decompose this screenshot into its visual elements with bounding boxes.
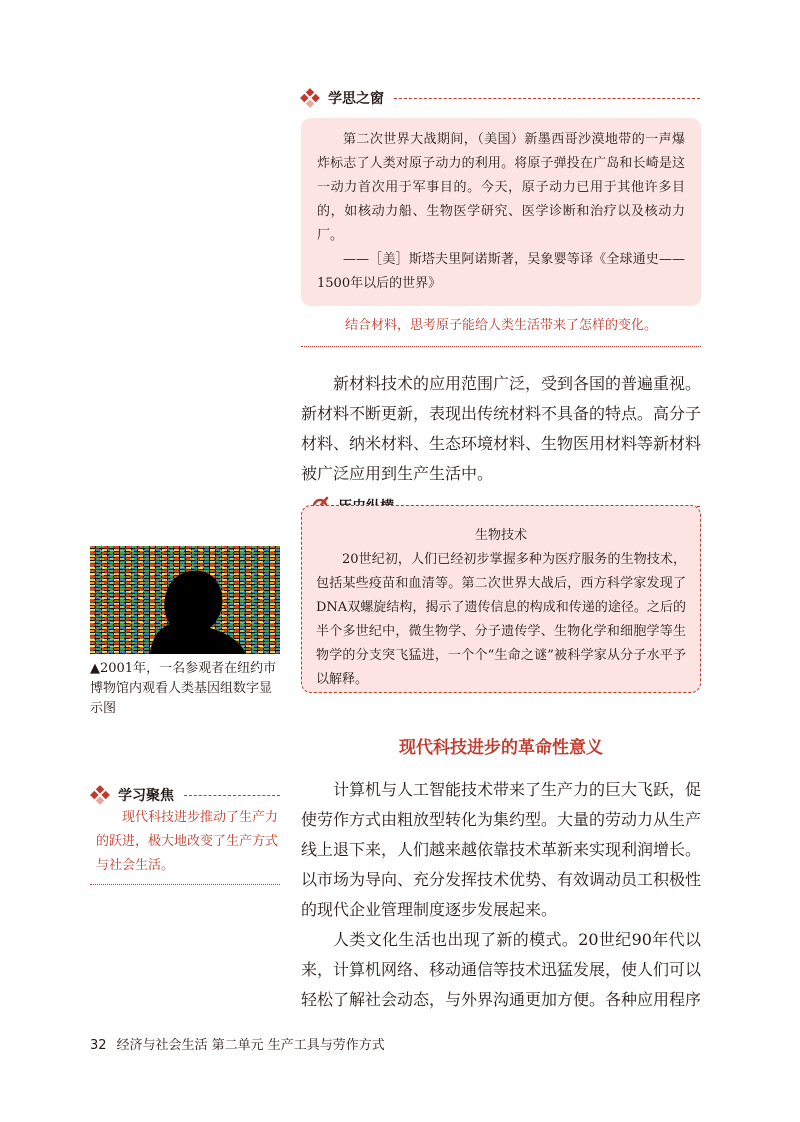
focus-box-bottom-rule [90,884,280,885]
book-info: 经济与社会生活 第二单元 生产工具与劳作方式 [116,1038,385,1053]
window-box-bottom-rule [301,346,701,347]
page-number: 32 [90,1038,107,1053]
genome-display-image [90,546,280,654]
focus-box-text: 现代科技进步推动了生产力的跃进，极大地改变了生产方式与社会生活。 [96,810,279,873]
focus-box-title: 学习聚焦 [118,788,174,804]
focus-box-text-wrap [96,806,278,878]
materials-paragraph-text: 新材料技术的应用范围广泛，受到各国的普遍重视。新材料不断更新，表现出传统材料不具备的特点。高分子材料、纳米材料、生态环境材料、生物医用材料等新材料被广泛应用到生产生活中。 [301,374,702,483]
focus-box-title-line [184,795,280,796]
diamond-emblem-icon [300,88,320,108]
history-box-subtitle: 生物技术 [474,528,527,543]
window-box-quote-panel [301,118,701,306]
focus-box-header [90,783,280,807]
window-box-header [300,86,700,110]
main-text [301,775,701,1015]
window-box-title: 学思之窗 [328,91,384,107]
page-footer [90,1036,385,1056]
window-box-quote: 第二次世界大战期间，（美国）新墨西哥沙漠地带的一声爆炸标志了人类对原子动力的利用。将原子弹投在广岛和长崎是这一动力首次用于军事目的。今天，原子动力已用于其他许多目的，如核动力船、生物医学研究、医学诊断和治疗以及核动力厂。 [317,132,685,243]
section-heading: 现代科技进步的革命性意义 [399,738,603,758]
history-box-text: 20世纪初，人们已经初步掌握多种为医疗服务的生物技术，包括某些疫苗和血清等。第二次世界大战后，西方科学家发现了DNA双螺旋结构，揭示了遗传信息的构成和传递的途径。之后的半个多世纪中，微生物学、分子遗传学、生物化学和细胞学等生物学的分支突飞猛进，一个个“生命之谜”被科学家从分子水平予以解释。 [316,552,686,687]
ai-paragraph: 计算机与人工智能技术带来了生产力的巨大飞跃，促使劳作方式由粗放型转化为集约型。大量的劳动力从生产线上退下来，人们越来越依靠技术革新来实现利润增长。以市场为导向、充分发挥技术优势、有效调动员工积极性的现代企业管理制度逐步发展起来。 [301,780,702,919]
window-box-title-line [394,98,700,99]
culture-paragraph: 人类文化生活也出现了新的模式。20世纪90年代以来，计算机网络、移动通信等技术迅猛发展，使人们可以轻松了解社会动态，与外界沟通更加方便。各种应用程序 [301,930,702,1009]
photo-caption: ▲2001年，一名参观者在纽约市博物馆内观看人类基因组数字显示图 [90,661,277,716]
history-box-panel [301,505,701,693]
diamond-emblem-icon [90,785,110,805]
genome-display-photo [90,546,280,654]
materials-paragraph [301,369,701,489]
window-box-source: ——［美］斯塔夫里阿诺斯著，吴象婴等译《全球通史——1500年以后的世界》 [317,252,685,291]
window-box-question: 结合材料，思考原子能给人类生活带来了怎样的变化。 [344,318,657,333]
